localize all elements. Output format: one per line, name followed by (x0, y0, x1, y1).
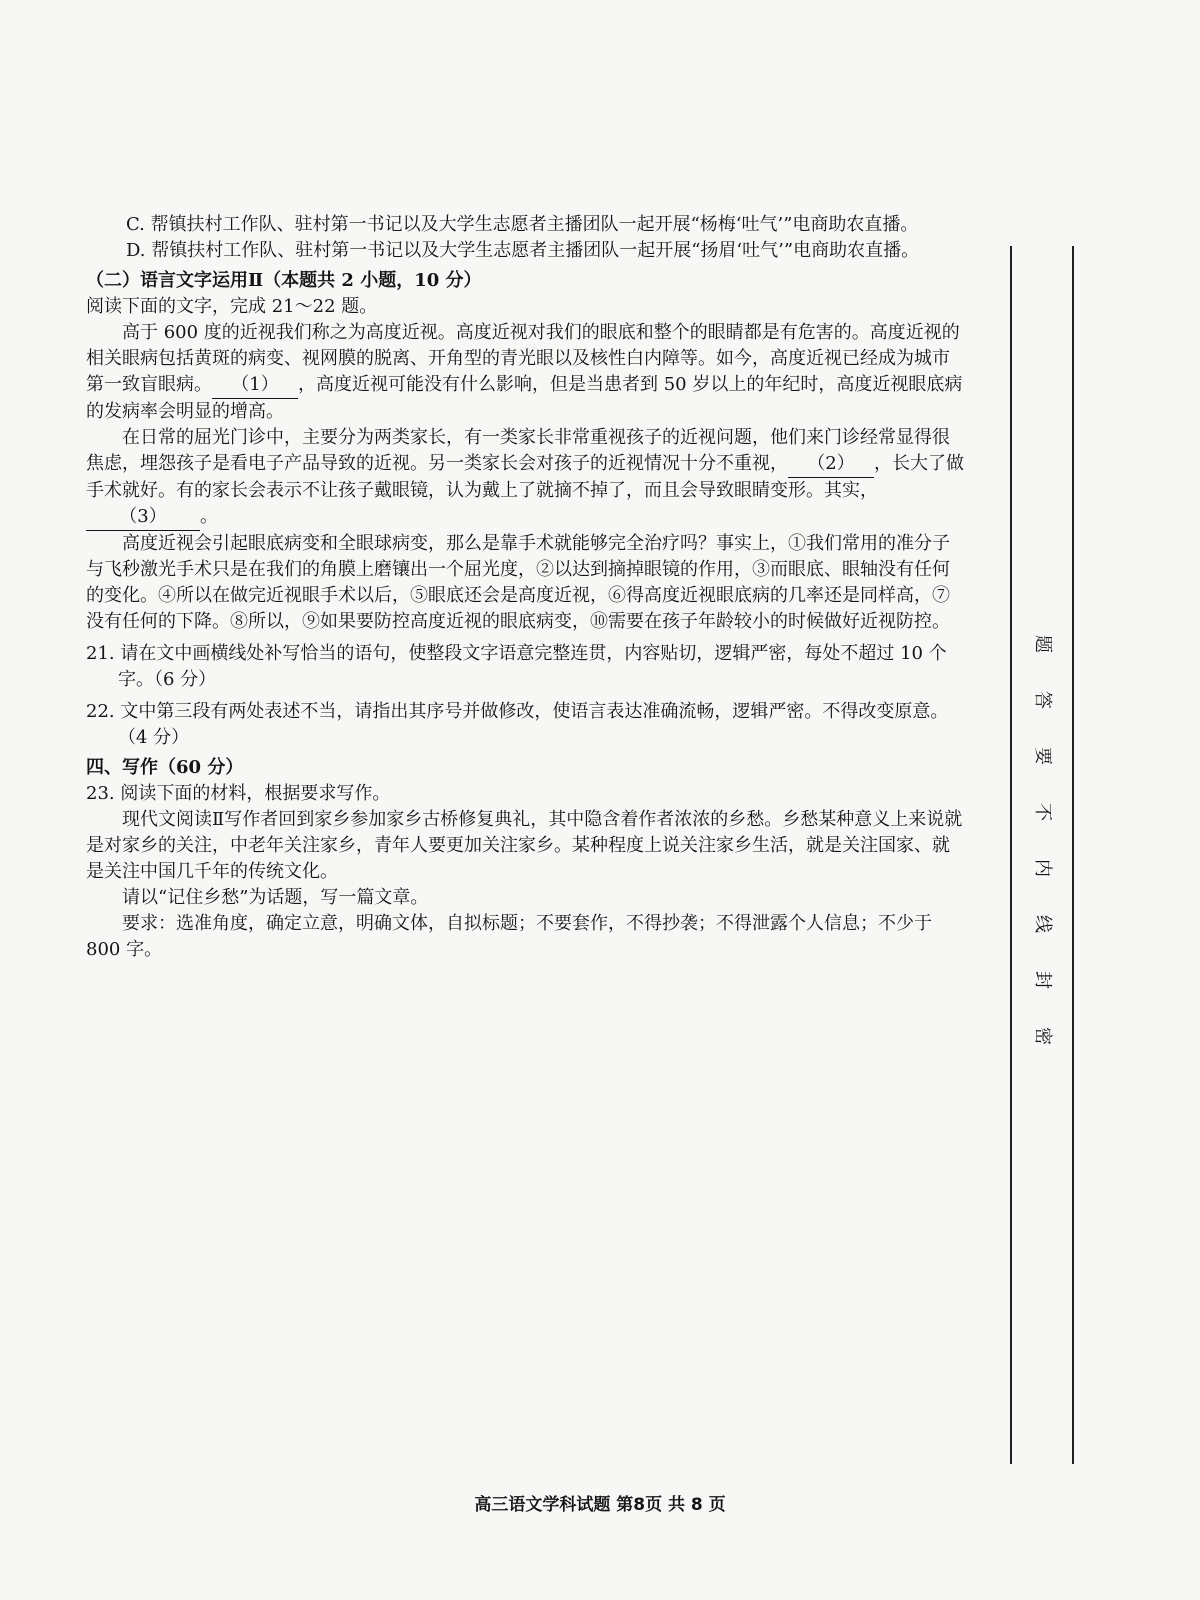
exam-content (86, 212, 966, 963)
seal-line-box (1010, 246, 1074, 1464)
passage-paragraph-1 (86, 320, 966, 425)
para1-text-a: 高于 600 度的近视我们称之为高度近视。高度近视对我们的眼底和整个的眼睛都是有危害的。高度近视的相关眼病包括黄斑的病变、视网膜的脱离、开角型的青光眼以及核性白内障等。如今，高度近视已经成为城市第一致盲眼病。 (86, 322, 960, 395)
question-21: 21. 请在文中画横线处补写恰当的语句，使整段文字语意完整连贯，内容贴切，逻辑严密，每处不超过 10 个字。（6 分） (86, 643, 947, 690)
question-23: 23. 阅读下面的材料，根据要求写作。 (86, 783, 391, 804)
seal-char: 内 (1032, 859, 1053, 877)
seal-char: 不 (1032, 803, 1053, 821)
para2-text-c: 。 (200, 506, 218, 527)
seal-char: 线 (1032, 915, 1053, 933)
para2-text-b: ，长大了做手术就好。有的家长会表示不让孩子戴眼镜，认为戴上了就摘不掉了，而且会导致眼睛变形。其实， (86, 453, 964, 501)
passage-paragraph-3: 高度近视会引起眼底病变和全眼球病变，那么是靠手术就能够完全治疗吗？事实上，①我们常用的准分子与飞秒激光手术只是在我们的角膜上磨镶出一个屈光度，②以达到摘掉眼镜的作用，③而眼底、眼轴没有任何的变化。④所以在做完近视眼手术以后，⑤眼底还会是高度近视，⑥得高度近视眼底病的几率还是同样高，⑦没有任何的下降。⑧所以，⑨如果要防控高度近视的眼底病变，⑩需要在孩子年龄较小的时候做好近视防控。 (86, 533, 950, 632)
option-d: D. 帮镇扶村工作队、驻村第一书记以及大学生志愿者主播团队一起开展“扬眉‘吐气’”电商助农直播。 (126, 240, 920, 261)
page-footer: 高三语文学科试题 第8页 共 8 页 (474, 1495, 726, 1515)
section-heading-2: （二）语言文字运用Ⅱ（本题共 2 小题，10 分） (86, 270, 482, 291)
section-heading-4: 四、写作（60 分） (86, 757, 244, 778)
seal-char: 要 (1032, 747, 1053, 765)
para1-text-b: ，高度近视可能没有什么影响，但是当患者到 50 岁以上的年纪时，高度近视眼底病的发病率会明显的增高。 (86, 374, 963, 422)
passage-paragraph-2 (86, 425, 966, 531)
question-22: 22. 文中第三段有两处表述不当，请指出其序号并做修改，使语言表达准确流畅，逻辑严密。不得改变原意。（4 分） (86, 701, 949, 748)
writing-requirements: 要求：选准角度，确定立意，明确文体，自拟标题；不要套作，不得抄袭；不得泄露个人信息；不少于 800 字。 (86, 913, 932, 960)
option-c: C. 帮镇扶村工作队、驻村第一书记以及大学生志愿者主播团队一起开展“杨梅‘吐气’”电商助农直播。 (126, 214, 919, 235)
writing-material: 现代文阅读Ⅱ写作者回到家乡参加家乡古桥修复典礼，其中隐含着作者浓浓的乡愁。乡愁某种意义上来说就是对家乡的关注，中老年关注家乡，青年人要更加关注家乡。某种程度上说关注家乡生活，就是关注国家、就是关注中国几千年的传统文化。 (86, 809, 963, 882)
writing-topic: 请以“记住乡愁”为话题，写一篇文章。 (122, 887, 429, 908)
blank-2: （2） (788, 451, 874, 478)
para2-text-a: 在日常的屈光门诊中，主要分为两类家长，有一类家长非常重视孩子的近视问题，他们来门诊经常显得很焦虑，埋怨孩子是看电子产品导致的近视。另一类家长会对孩子的近视情况十分不重视， (86, 427, 950, 474)
seal-char: 题 (1032, 635, 1053, 653)
seal-char: 密 (1032, 1027, 1053, 1045)
seal-char: 封 (1032, 971, 1053, 989)
seal-line-text (1012, 616, 1072, 1064)
reading-instruction: 阅读下面的文字，完成 21～22 题。 (86, 296, 378, 317)
blank-3: （3） (86, 504, 200, 531)
seal-char: 答 (1032, 691, 1053, 709)
blank-1: （1） (212, 372, 298, 399)
